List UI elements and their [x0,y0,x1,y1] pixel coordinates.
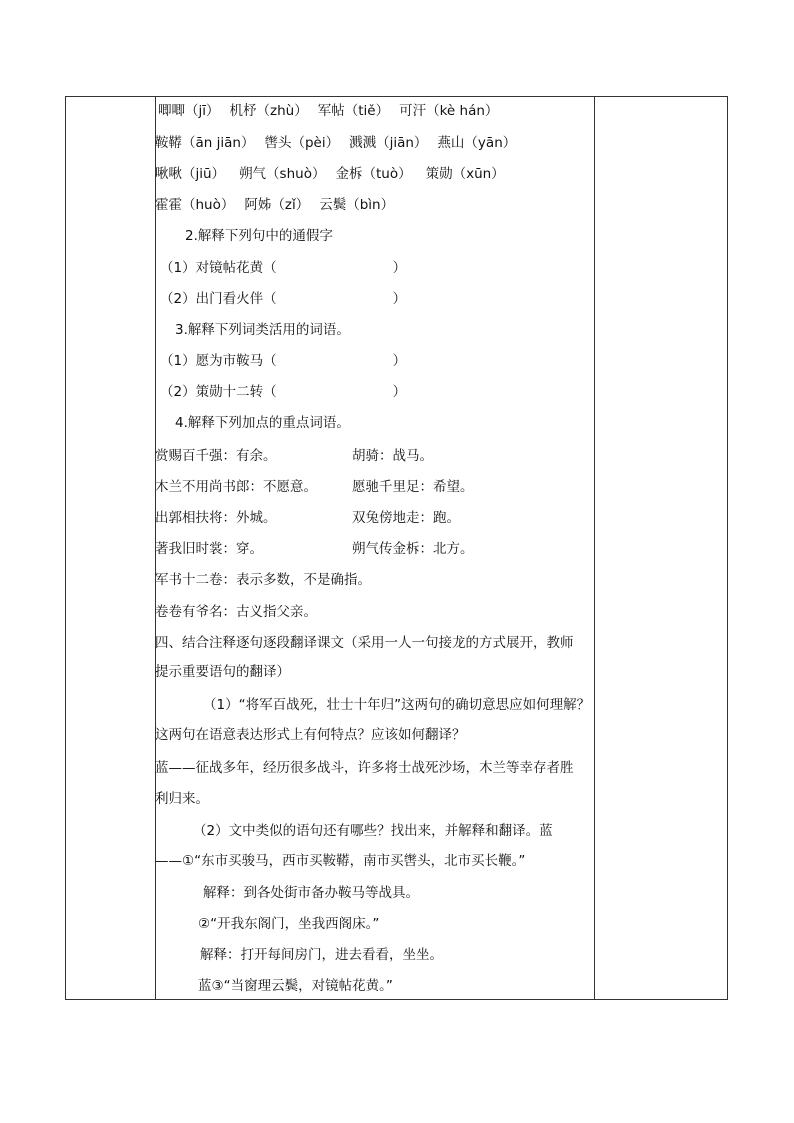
s2-question-2-text: （2）出门看火伴（ [160,291,277,307]
pinyin-item: 辔头（pèi） [264,135,340,151]
pinyin-item: 霍霍（huò） [155,197,235,213]
pinyin-item: 燕山（yān） [437,135,517,151]
word-row-6: 卷卷有爷名：古义指父亲。 [155,604,317,620]
section-3-title: 3.解释下列词类活用的词语。 [175,322,350,338]
pinyin-item: 金柝（tuò） [335,166,412,182]
pinyin-item: 唧唧（jī） [158,103,220,119]
section-4-title: 4.解释下列加点的重点词语。 [175,415,350,431]
pinyin-row-2 [155,134,526,152]
s2-close-paren: ） [392,260,407,276]
column-divider-right [594,97,595,999]
word-row-5: 军书十二卷：表示多数，不是确指。 [155,572,371,588]
s2-question-2 [160,290,406,308]
s3-question-1-text: （1）愿为市鞍马（ [160,353,277,369]
word-row-3-right: 双兔傍地走：跑。 [352,510,460,526]
word-row-4-right: 朔气传金柝：北方。 [352,541,474,557]
s5-example-2: ②“开我东阁门，坐我西阁床。” [198,916,380,932]
section-5-title-line-2: 提示重要语句的翻译） [155,664,290,680]
section-2-title: 2.解释下列句中的通假字 [185,228,333,244]
pinyin-item: 啾啾（jiū） [155,166,226,182]
section-5-title-line-1: 四、结合注释逐句逐段翻译课文（采用一人一句接龙的方式展开，教师 [155,635,574,651]
word-row-2-right: 愿驰千里足：希望。 [352,479,474,495]
s3-question-2 [160,383,406,401]
s3-question-2-text: （2）策勋十二转（ [160,384,277,400]
s5-answer-1-line-1: 蓝——征战多年，经历很多战斗，许多将士战死沙场，木兰等幸存者胜 [155,760,574,776]
s2-close-paren: ） [392,291,407,307]
s3-close-paren: ） [392,384,407,400]
s5-question-1-line-2: 这两句在语意表达形式上有何特点？应该如何翻译？ [155,727,466,743]
word-row-2-left: 木兰不用尚书郎：不愿意。 [155,479,317,495]
s5-example-3: 蓝③“当窗理云鬓，对镜帖花黄。” [198,978,393,994]
word-row-3-left: 出郭相扶将：外城。 [155,510,277,526]
s3-question-1 [160,352,406,370]
pinyin-item: 溅溅（jiān） [349,135,428,151]
word-row-1-left: 赏赐百千强：有余。 [155,448,277,464]
s5-explanation-1: 解释：到各处街市备办鞍马等战具。 [203,885,419,901]
s3-close-paren: ） [392,353,407,369]
s5-explanation-2: 解释：打开每间房门，进去看看，坐坐。 [200,947,443,963]
pinyin-item: 阿姊（zǐ） [244,197,310,213]
s2-question-1 [160,259,406,277]
pinyin-item: 朔气（shuò） [239,166,326,182]
pinyin-item: 云鬓（bìn） [319,197,395,213]
pinyin-row-1 [158,102,508,120]
s5-answer-1-line-2: 利归来。 [155,791,209,807]
pinyin-item: 可汗（kè hán） [399,103,499,119]
pinyin-item: 军帖（tiě） [317,103,390,119]
pinyin-item: 鞍鞯（ān jiān） [155,135,255,151]
s5-question-2-line-2: ——①“东市买骏马，西市买鞍鞯，南市买辔头，北市买长鞭。” [155,853,526,869]
pinyin-row-4 [155,196,404,214]
s2-question-1-text: （1）对镜帖花黄（ [160,260,277,276]
pinyin-row-3 [155,165,515,183]
s5-question-2-line-1: （2）文中类似的语句还有哪些？找出来，并解释和翻译。蓝 [193,823,553,839]
word-row-1-right: 胡骑：战马。 [352,448,433,464]
pinyin-item: 策勋（xūn） [425,166,505,182]
s5-question-1-line-1: （1）“将军百战死，壮士十年归”这两句的确切意思应如何理解？ [203,697,591,713]
pinyin-item: 机杼（zhù） [229,103,308,119]
word-row-4-left: 著我旧时裳：穿。 [155,541,263,557]
